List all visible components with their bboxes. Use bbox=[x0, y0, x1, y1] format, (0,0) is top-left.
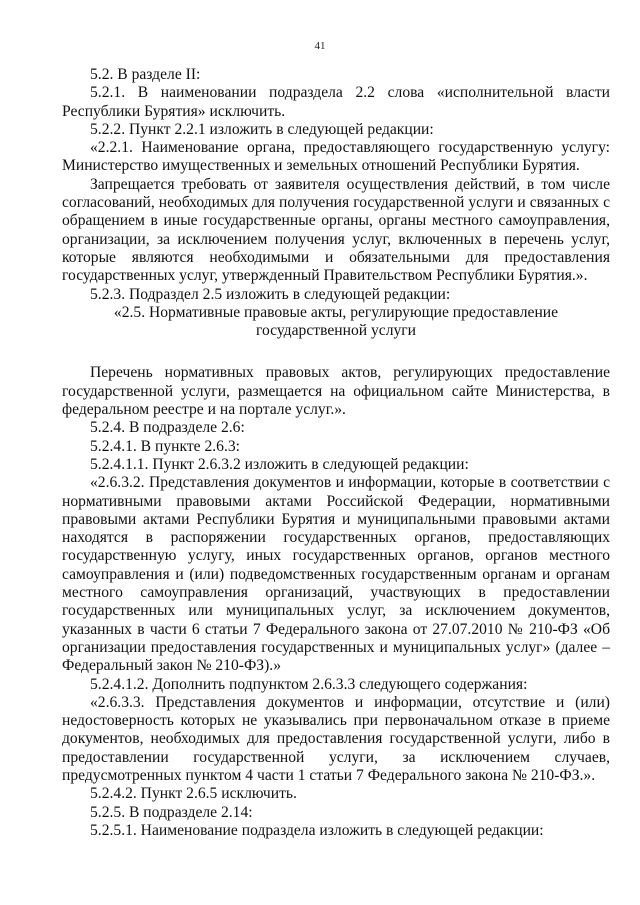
paragraph-5-2-2: 5.2.2. Пункт 2.2.1 изложить в следующей редакции: bbox=[90, 120, 434, 138]
document-body bbox=[62, 66, 610, 840]
subsection-2-5-heading: «2.5. Нормативные правовые акты, регулирующие предоставление государственной услуги bbox=[113, 303, 559, 340]
paragraph-5-2-4-2: 5.2.4.2. Пункт 2.6.5 исключить. bbox=[90, 785, 297, 803]
paragraph-5-2-4-1-1: 5.2.4.1.1. Пункт 2.6.3.2 изложить в следующей редакции: bbox=[90, 455, 469, 473]
paragraph-5-2: 5.2. В разделе II: bbox=[90, 66, 201, 83]
paragraph-5-2-3: 5.2.3. Подраздел 2.5 изложить в следующей редакции: bbox=[90, 285, 451, 303]
blank-line bbox=[62, 340, 610, 364]
paragraph-5-2-4-1-2: 5.2.4.1.2. Дополнить подпунктом 2.6.3.3 следующего содержания: bbox=[90, 675, 528, 693]
paragraph-2-6-3-3: «2.6.3.3. Представления документов и информации, отсутствие и (или) недостоверность которых не указывались при первоначальном отказе в приеме документов, необходимых для предоставления государственной услуги, либо в предоставлении государственной услуги, за исключением случаев, предусмотренных пунктом 4 части 1 статьи 7 Федерального закона № 210-ФЗ.». bbox=[62, 693, 610, 784]
page-number: 41 bbox=[314, 40, 326, 52]
paragraph-5-2-4-1: 5.2.4.1. В пункте 2.6.3: bbox=[90, 437, 240, 455]
paragraph-2-6-3-2: «2.6.3.2. Представления документов и информации, которые в соответствии с нормативными правовыми актами Российской Федерации, нормативными правовыми актами Республики Бурятия и муниципальными правовыми актами находятся в распоряжении государственных органов, предоставляющих государственную услугу, иных государственных органов, органов местного самоуправления и (или) подведомственных государственным органам и органам местного самоуправления организаций, участвующих в предоставлении государственных или муниципальных услуг, за исключением документов, указанных в части 6 статьи 7 Федерального закона от 27.07.2010 № 210-ФЗ «Об организации предоставления государственных и муниципальных услуг» (далее – Федеральный закон № 210-ФЗ).» bbox=[62, 474, 610, 675]
paragraph-legal-acts-list: Перечень нормативных правовых актов, регулирующих предоставление государственной услуги, размещается на официальном сайте Министерства, в федеральном реестре и на портале услуг.». bbox=[62, 364, 610, 419]
paragraph-5-2-4: 5.2.4. В подразделе 2.6: bbox=[90, 419, 245, 437]
paragraph-5-2-5-1: 5.2.5.1. Наименование подраздела изложить в следующей редакции: bbox=[90, 821, 544, 839]
paragraph-5-2-1: 5.2.1. В наименовании подраздела 2.2 слова «исполнительной власти Республики Бурятия» исключить. bbox=[62, 84, 610, 120]
paragraph-5-2-5: 5.2.5. В подразделе 2.14: bbox=[90, 803, 253, 821]
paragraph-prohibition: Запрещается требовать от заявителя осуществления действий, в том числе согласований, необходимых для получения государственной услуги и связанных с обращением в иные государственные органы, органы местного самоуправления, организации, за исключением получения услуг, включенных в перечень услуг, которые являются необходимыми и обязательными для предоставления государственных услуг, утвержденный Правительством Республики Бурятия.». bbox=[62, 175, 610, 285]
paragraph-2-2-1: «2.2.1. Наименование органа, предоставляющего государственную услугу: Министерство имущественных и земельных отношений Республики Бурятия. bbox=[62, 139, 610, 175]
